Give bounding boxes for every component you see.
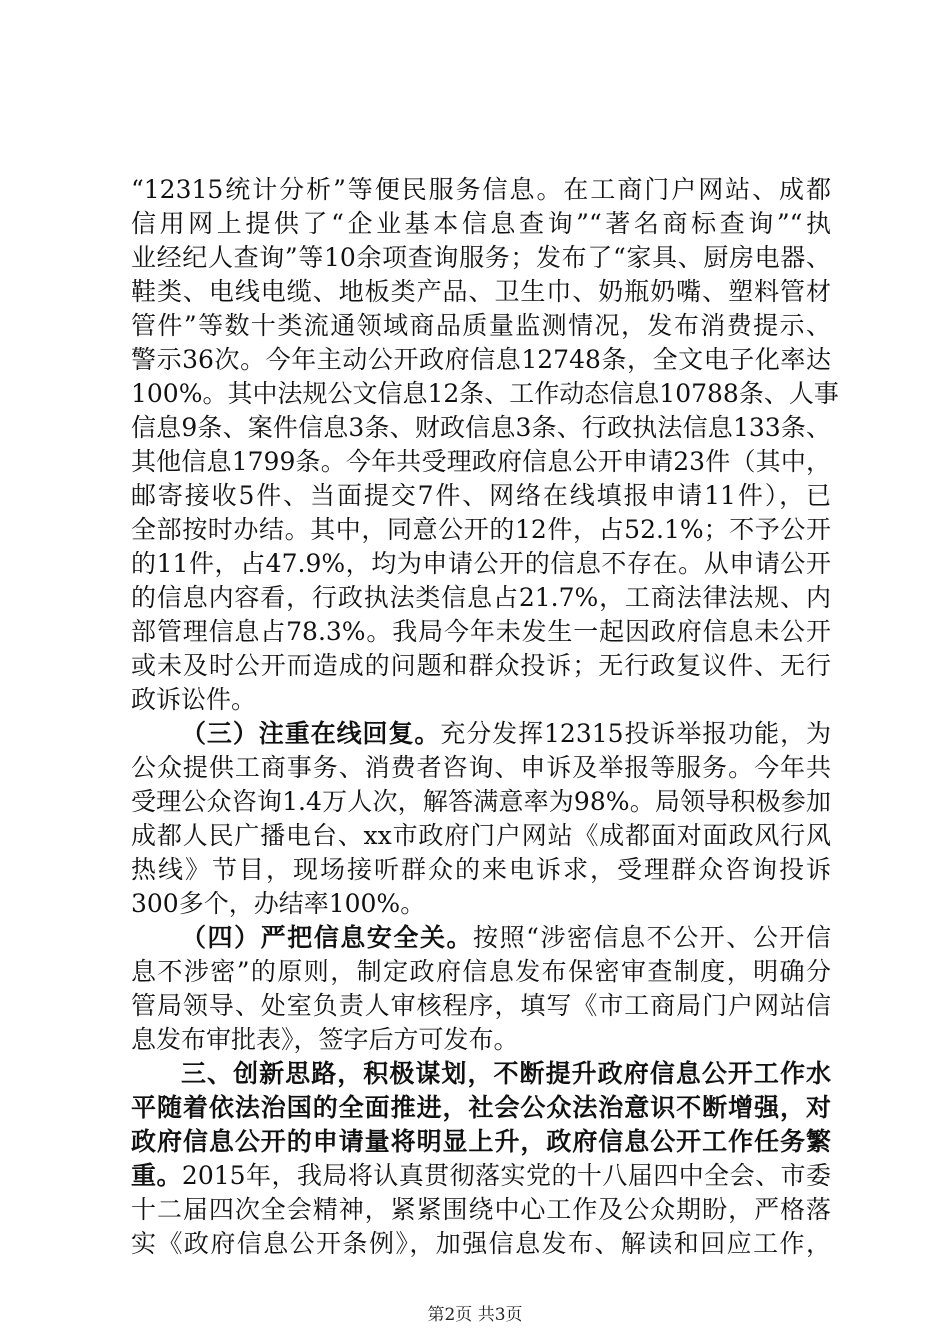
bold-heading-text: 政府信息公开的申请量将明显上升，政府信息公开工作任务繁 — [131, 1127, 831, 1156]
text-line — [131, 241, 831, 275]
line-text: 息不涉密”的原则，制定政府信息发布保密审查制度，明确分 — [131, 957, 831, 986]
text-line — [131, 955, 831, 989]
text-line — [131, 343, 831, 377]
bold-heading-text: 重。 — [131, 1161, 182, 1190]
line-text: 全部按时办结。其中，同意公开的12件，占52.1%；不予公开 — [131, 515, 831, 544]
text-line — [131, 615, 831, 649]
line-text: 部管理信息占78.3%。我局今年未发生一起因政府信息未公开 — [131, 617, 831, 646]
text-line — [131, 1023, 831, 1057]
text-line — [131, 173, 831, 207]
line-text: 受理公众咨询1.4万人次，解答满意率为98%。局领导积极参加 — [131, 787, 831, 816]
line-text: 管件”等数十类流通领域商品质量监测情况，发布消费提示、 — [131, 311, 831, 340]
text-line — [131, 479, 831, 513]
text-line — [131, 445, 831, 479]
text-line — [131, 547, 831, 581]
text-line — [131, 1057, 831, 1091]
line-text: 按照“涉密信息不公开、公开信 — [473, 923, 831, 952]
line-text: 鞋类、电线电缆、地板类产品、卫生巾、奶瓶奶嘴、塑料管材 — [131, 277, 831, 306]
text-line — [131, 887, 831, 921]
bold-heading-text: 平随着依法治国的全面推进，社会公众法治意识不断增强，对 — [131, 1093, 831, 1122]
text-line — [131, 581, 831, 615]
text-line — [131, 751, 831, 785]
line-text: 警示36次。今年主动公开政府信息12748条，全文电子化率达 — [131, 345, 831, 374]
line-text: 业经纪人查询”等10余项查询服务；发布了“家具、厨房电器、 — [131, 243, 831, 272]
text-line — [131, 411, 831, 445]
line-text: 管局领导、处室负责人审核程序，填写《市工商局门户网站信 — [131, 991, 831, 1020]
text-line — [131, 989, 831, 1023]
text-line — [131, 853, 831, 887]
text-line — [131, 1227, 831, 1261]
text-line — [131, 1193, 831, 1227]
text-line — [131, 649, 831, 683]
line-text: 实《政府信息公开条例》，加强信息发布、解读和回应工作， — [131, 1229, 831, 1258]
bold-heading-text: （四）严把信息安全关。 — [181, 923, 474, 952]
line-text: 的11件，占47.9%，均为申请公开的信息不存在。从申请公开 — [131, 549, 831, 578]
text-line — [131, 1125, 831, 1159]
line-text: 信用网上提供了“企业基本信息查询”“著名商标查询”“执 — [131, 209, 831, 238]
line-text: 100%。其中法规公文信息12条、工作动态信息10788条、人事 — [131, 379, 839, 408]
text-line — [131, 513, 831, 547]
text-line — [131, 1159, 831, 1193]
text-line — [131, 683, 831, 717]
line-text: 2015年，我局将认真贯彻落实党的十八届四中全会、市委 — [181, 1161, 831, 1190]
text-line — [131, 309, 831, 343]
body-text — [131, 173, 839, 1261]
line-text: 公众提供工商事务、消费者咨询、申诉及举报等服务。今年共 — [131, 753, 831, 782]
bold-heading-text: （三）注重在线回复。 — [181, 719, 441, 748]
text-line — [131, 819, 831, 853]
line-text: 十二届四次全会精神，紧紧围绕中心工作及公众期盼，严格落 — [131, 1195, 831, 1224]
line-text: 300多个，办结率100%。 — [131, 889, 426, 918]
line-text: 其他信息1799条。今年共受理政府信息公开申请23件（其中， — [131, 447, 831, 476]
line-text: 成都人民广播电台、xx市政府门户网站《成都面对面政风行风 — [131, 821, 831, 850]
text-line — [131, 275, 831, 309]
page-footer: 第2页 共3页 — [427, 1305, 523, 1325]
line-text: “12315统计分析”等便民服务信息。在工商门户网站、成都 — [131, 175, 831, 204]
line-text: 邮寄接收5件、当面提交7件、网络在线填报申请11件），已 — [131, 481, 831, 510]
line-text: 息发布审批表》，签字后方可发布。 — [131, 1025, 519, 1054]
line-text: 热线》节目，现场接听群众的来电诉求，受理群众咨询投诉 — [131, 855, 831, 884]
text-line — [131, 377, 839, 411]
text-line — [131, 785, 831, 819]
text-line — [131, 921, 831, 955]
line-text: 信息9条、案件信息3条、财政信息3条、行政执法信息133条、 — [131, 413, 831, 442]
text-line — [131, 207, 831, 241]
line-text: 充分发挥12315投诉举报功能，为 — [440, 719, 831, 748]
text-line — [131, 717, 831, 751]
line-text: 的信息内容看，行政执法类信息占21.7%，工商法律法规、内 — [131, 583, 831, 612]
line-text: 或未及时公开而造成的问题和群众投诉；无行政复议件、无行 — [131, 651, 831, 680]
bold-heading-text: 三、创新思路，积极谋划，不断提升政府信息公开工作水 — [181, 1059, 831, 1088]
text-line — [131, 1091, 831, 1125]
line-text: 政诉讼件。 — [131, 685, 257, 714]
